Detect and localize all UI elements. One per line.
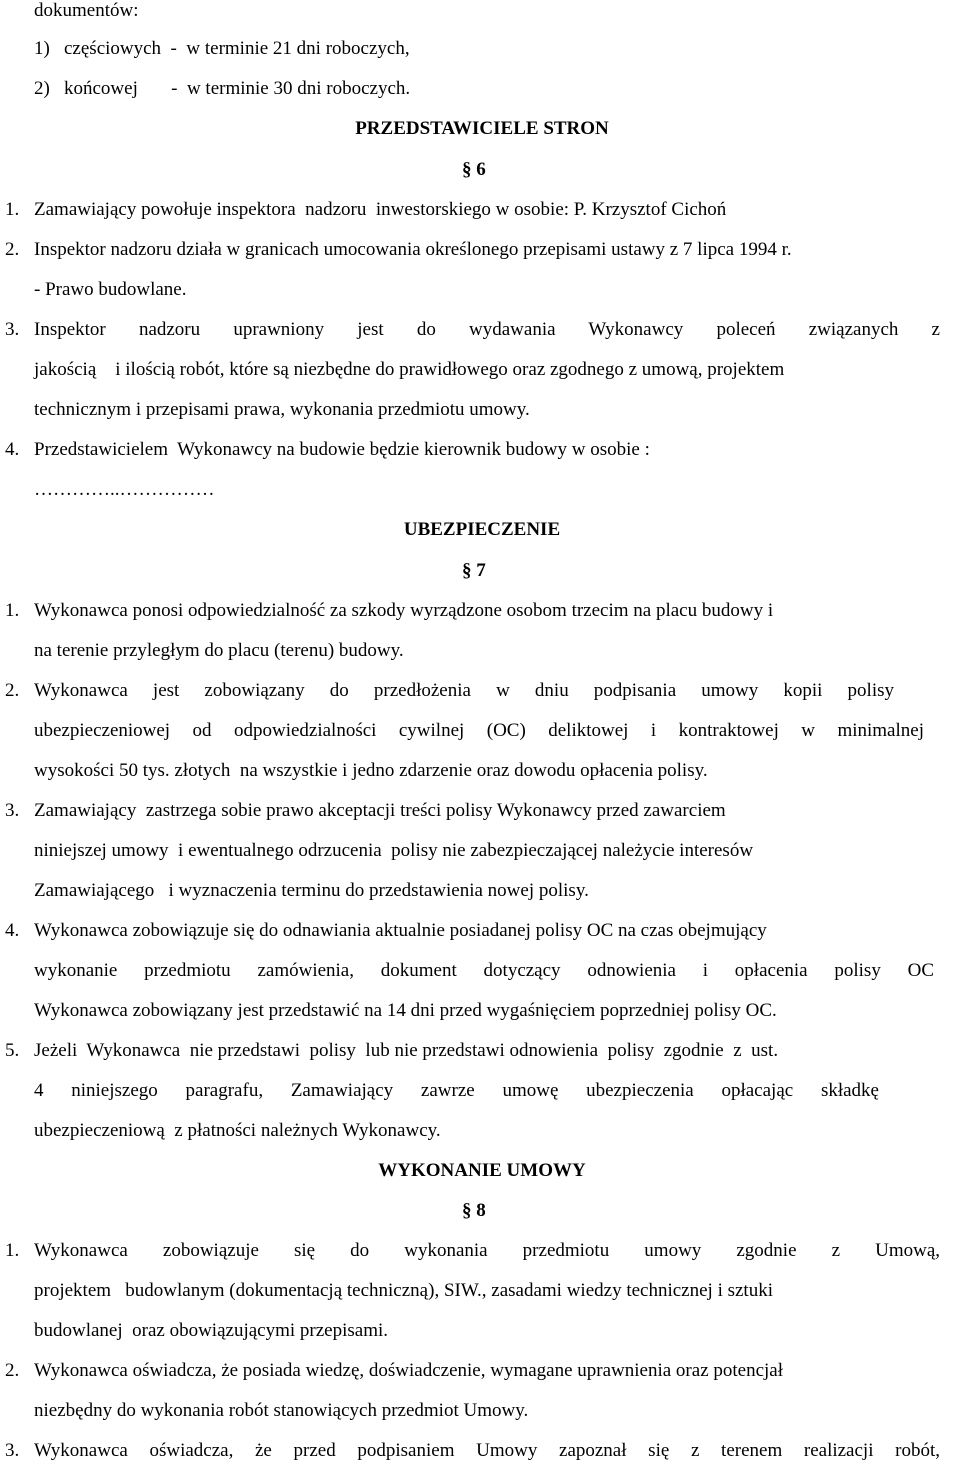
intro-line: dokumentów: — [34, 0, 139, 21]
item-number: 4. — [5, 439, 20, 460]
paragraph-text: Wykonawca zobowiązuje się do wykonania przedmiotu umowy zgodnie z Umową, — [34, 1240, 940, 1261]
paragraph-text: Zamawiający zastrzega sobie prawo akceptacji treści polisy Wykonawcy przed zawarciem — [34, 800, 726, 821]
paragraph-text: budowlanej oraz obowiązującymi przepisami. — [34, 1320, 389, 1341]
list-item-label: 1) — [34, 38, 50, 59]
paragraph-text: ubezpieczeniową z płatności należnych Wykonawcy. — [34, 1120, 441, 1141]
paragraph-sign: § 7 — [462, 560, 486, 581]
item-number: 2. — [5, 239, 20, 260]
item-number: 3. — [5, 319, 20, 340]
paragraph-text: niniejszej umowy i ewentualnego odrzucenia polisy nie zabezpieczającej należycie interesów — [34, 840, 754, 861]
list-item-label: 2) — [34, 78, 50, 99]
item-number: 3. — [5, 800, 20, 821]
paragraph-text: Wykonawca jest zobowiązany do przedłożenia w dniu podpisania umowy kopii polisy — [34, 680, 894, 701]
paragraph-sign: § 8 — [462, 1200, 486, 1221]
paragraph-text: Jeżeli Wykonawca nie przedstawi polisy lub nie przedstawi odnowienia polisy zgodnie z ust. — [34, 1040, 779, 1061]
paragraph-text: wykonanie przedmiotu zamówienia, dokument dotyczący odnowienia i opłacenia polisy OC — [34, 960, 934, 981]
item-number: 1. — [5, 199, 20, 220]
placeholder-dots: …………..…………… — [34, 479, 215, 500]
paragraph-text: 4 niniejszego paragrafu, Zamawiający zawrze umowę ubezpieczenia opłacając składkę — [34, 1080, 879, 1101]
section-heading: PRZEDSTAWICIELE STRON — [355, 118, 609, 139]
item-number: 5. — [5, 1040, 20, 1061]
paragraph-text: Wykonawca oświadcza, że posiada wiedzę, doświadczenie, wymagane uprawnienia oraz potencjał — [34, 1360, 784, 1381]
item-number: 1. — [5, 600, 20, 621]
paragraph-text: Inspektor nadzoru uprawniony jest do wydawania Wykonawcy poleceń związanych z — [34, 319, 940, 340]
paragraph-text: niezbędny do wykonania robót stanowiących przedmiot Umowy. — [34, 1400, 529, 1421]
section-heading: WYKONANIE UMOWY — [378, 1160, 586, 1181]
item-number: 2. — [5, 680, 20, 701]
item-number: 2. — [5, 1360, 20, 1381]
item-number: 1. — [5, 1240, 20, 1261]
list-item-text: częściowych - w terminie 21 dni roboczych, — [64, 38, 410, 59]
paragraph-text: wysokości 50 tys. złotych na wszystkie i jedno zdarzenie oraz dowodu opłacenia polisy. — [34, 760, 708, 781]
section-heading: UBEZPIECZENIE — [403, 519, 561, 540]
item-number: 3. — [5, 1440, 20, 1461]
paragraph-text: Wykonawca ponosi odpowiedzialność za szkody wyrządzone osobom trzecim na placu budowy i — [34, 600, 774, 621]
paragraph-text: Wykonawca zobowiązuje się do odnawiania aktualnie posiadanej polisy OC na czas obejmujący — [34, 920, 767, 941]
paragraph-text: na terenie przyległym do placu (terenu) budowy. — [34, 640, 404, 661]
paragraph-text: Wykonawca oświadcza, że przed podpisaniem Umowy zapoznał się z terenem realizacji robót, — [34, 1440, 940, 1461]
paragraph-text: Zamawiającego i wyznaczenia terminu do przedstawienia nowej polisy. — [34, 880, 589, 901]
paragraph-sign: § 6 — [462, 159, 486, 180]
paragraph-text: Zamawiający powołuje inspektora nadzoru inwestorskiego w osobie: P. Krzysztof Cichoń — [34, 199, 727, 220]
paragraph-text: jakością i ilością robót, które są niezbędne do prawidłowego oraz zgodnego z umową, projektem — [34, 359, 785, 380]
paragraph-text: Wykonawca zobowiązany jest przedstawić na 14 dni przed wygaśnięciem poprzedniej polisy OC. — [34, 1000, 777, 1021]
paragraph-text: technicznym i przepisami prawa, wykonania przedmiotu umowy. — [34, 399, 530, 420]
paragraph-text: - Prawo budowlane. — [34, 279, 187, 300]
item-number: 4. — [5, 920, 20, 941]
list-item-text: końcowej - w terminie 30 dni roboczych. — [64, 78, 411, 99]
paragraph-text: ubezpieczeniowej od odpowiedzialności cywilnej (OC) deliktowej i kontraktowej w minimalnej — [34, 720, 924, 741]
paragraph-text: Inspektor nadzoru działa w granicach umocowania określonego przepisami ustawy z 7 lipca 1994 r. — [34, 239, 792, 260]
paragraph-text: projektem budowlanym (dokumentacją techniczną), SIW., zasadami wiedzy technicznej i sztuki — [34, 1280, 773, 1301]
paragraph-text: Przedstawicielem Wykonawcy na budowie będzie kierownik budowy w osobie : — [34, 439, 650, 460]
